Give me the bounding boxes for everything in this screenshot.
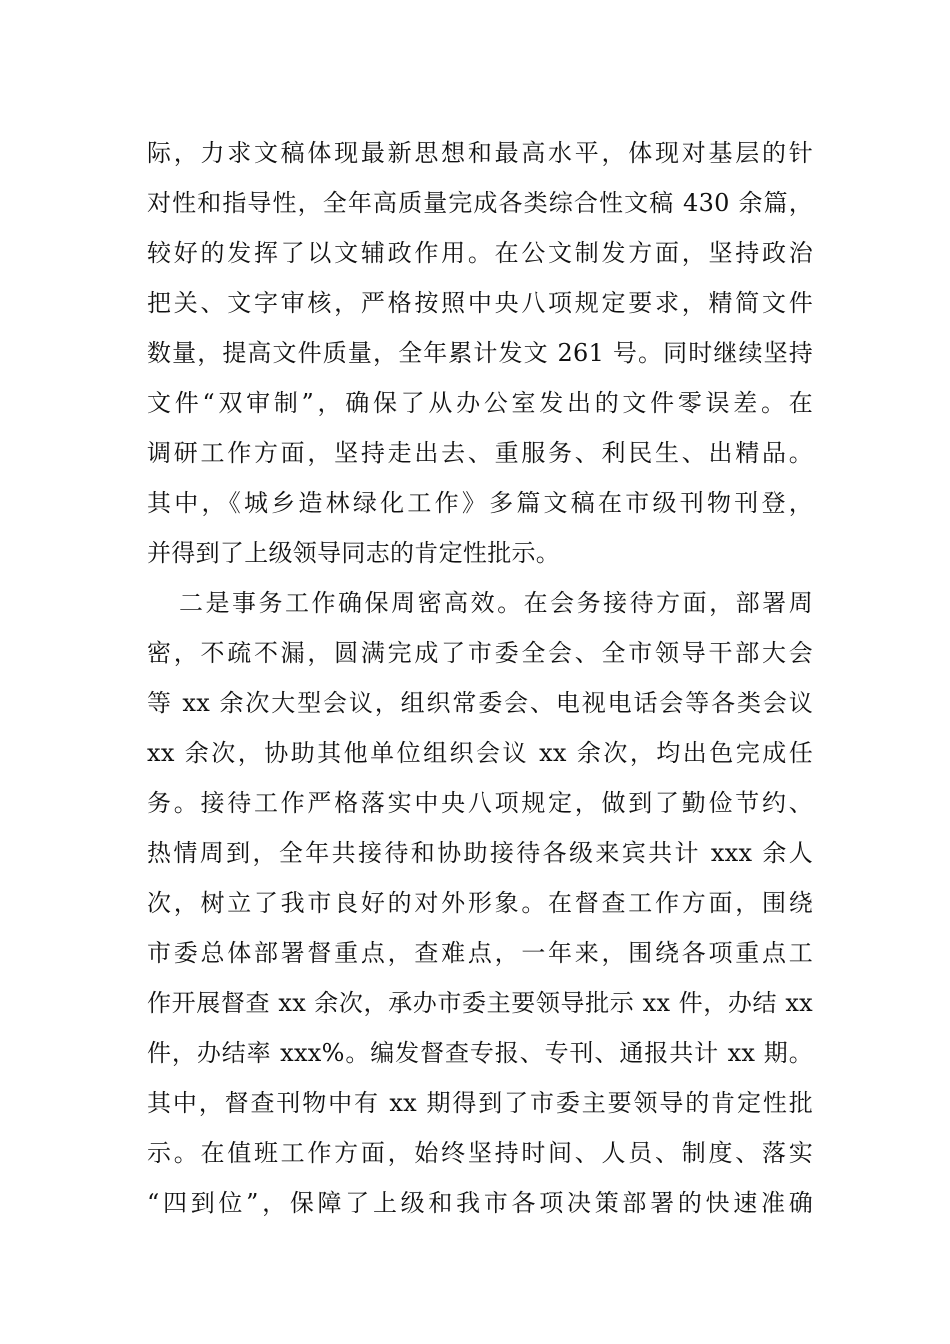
text-line: 际，力求文稿体现最新思想和最高水平，体现对基层的针 bbox=[147, 139, 813, 167]
text-line: 示。在值班工作方面，始终坚持时间、人员、制度、落实 bbox=[147, 1139, 813, 1167]
text-line: 对性和指导性，全年高质量完成各类综合性文稿 430 余篇， bbox=[147, 189, 813, 217]
text-line: 调研工作方面，坚持走出去、重服务、利民生、出精品。 bbox=[147, 439, 813, 467]
text-line: 较好的发挥了以文辅政作用。在公文制发方面，坚持政治 bbox=[147, 239, 813, 267]
text-line: 热情周到，全年共接待和协助接待各级来宾共计 xxx 余人 bbox=[147, 839, 813, 867]
paragraph-last-line: 并得到了上级领导同志的肯定性批示。 bbox=[147, 539, 561, 567]
text-line: 密，不疏不漏，圆满完成了市委全会、全市领导干部大会 bbox=[147, 639, 813, 667]
text-line: 把关、文字审核，严格按照中央八项规定要求，精简文件 bbox=[147, 289, 813, 317]
text-line: 件，办结率 xxx%。编发督查专报、专刊、通报共计 xx 期。 bbox=[147, 1039, 813, 1067]
text-line: 等 xx 余次大型会议，组织常委会、电视电话会等各类会议 bbox=[147, 689, 813, 717]
text-line: xx 余次，协助其他单位组织会议 xx 余次，均出色完成任 bbox=[147, 739, 813, 767]
text-line: 次，树立了我市良好的对外形象。在督查工作方面，围绕 bbox=[147, 889, 813, 917]
text-line: 其中，督查刊物中有 xx 期得到了市委主要领导的肯定性批 bbox=[147, 1089, 813, 1117]
text-line: 文件“双审制”，确保了从办公室发出的文件零误差。在 bbox=[147, 389, 813, 417]
text-line: “四到位”，保障了上级和我市各项决策部署的快速准确 bbox=[147, 1189, 813, 1217]
text-line: 务。接待工作严格落实中央八项规定，做到了勤俭节约、 bbox=[147, 789, 813, 817]
paragraph-first-line: 二是事务工作确保周密高效。在会务接待方面，部署周 bbox=[179, 589, 813, 617]
text-line: 作开展督查 xx 余次，承办市委主要领导批示 xx 件，办结 xx bbox=[147, 989, 813, 1017]
text-line: 其中，《城乡造林绿化工作》多篇文稿在市级刊物刊登， bbox=[147, 489, 813, 517]
text-line: 市委总体部署督重点，查难点，一年来，围绕各项重点工 bbox=[147, 939, 813, 967]
text-line: 数量，提高文件质量，全年累计发文 261 号。同时继续坚持 bbox=[147, 339, 813, 367]
